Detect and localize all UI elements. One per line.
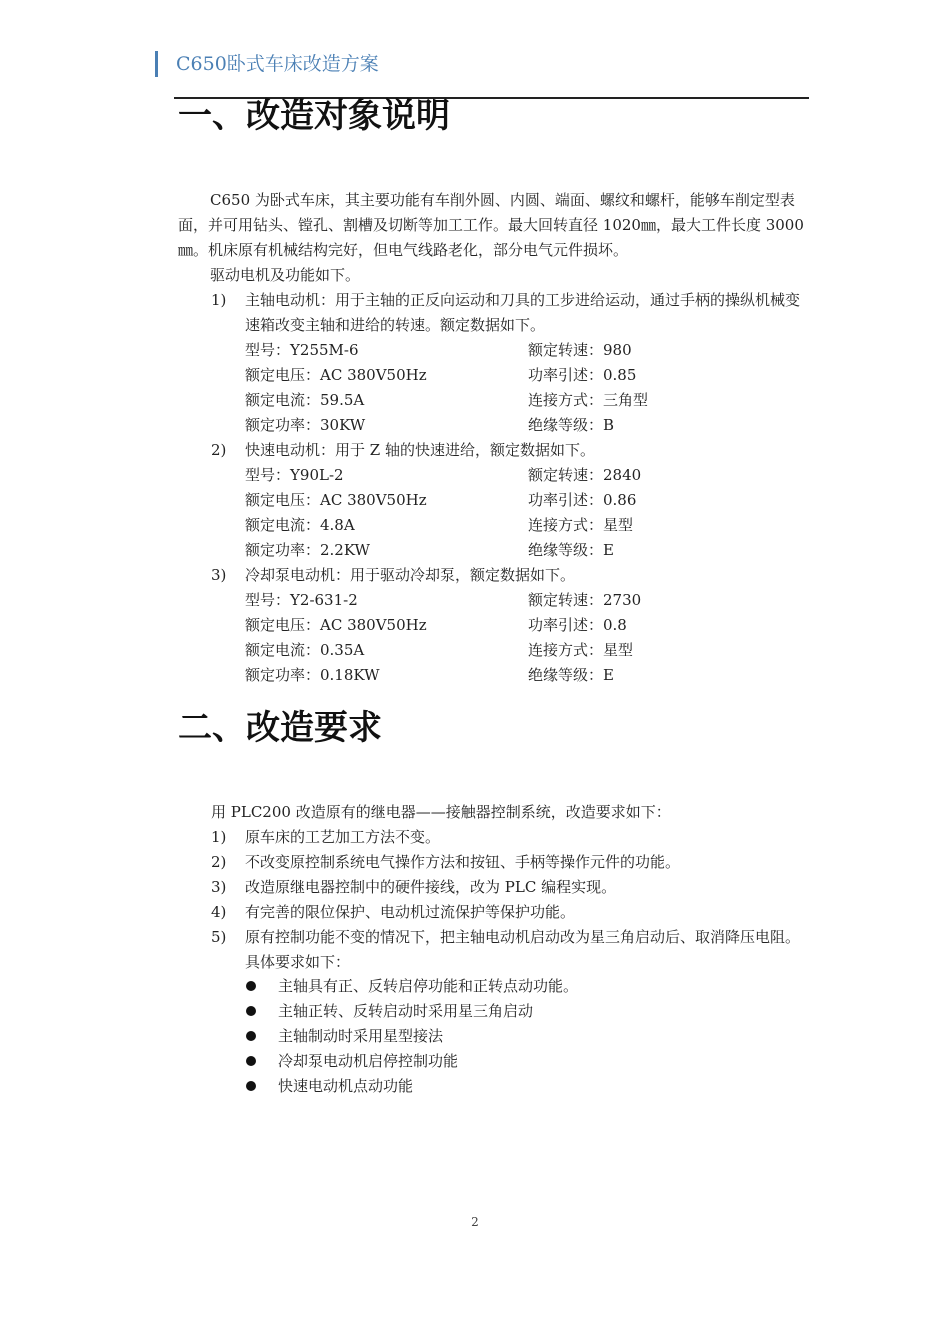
requirement-text: 有完善的限位保护、电动机过流保护等保护功能。 — [245, 903, 576, 921]
spec-power: 额定功率：30KW — [245, 416, 366, 434]
spec-speed: 额定转速：2730 — [528, 591, 642, 609]
requirement-text: 原有控制功能不变的情况下，把主轴电动机启动改为星三角启动后、取消降压电阻。具体要求如下： — [245, 928, 801, 971]
bullet-dot-icon — [246, 1056, 256, 1066]
requirement-number: 4) — [211, 903, 227, 921]
spec-power: 额定功率：2.2KW — [245, 541, 370, 559]
requirement-number: 2) — [211, 853, 227, 871]
motor-number: 2) — [211, 441, 227, 459]
spec-speed: 额定转速：2840 — [528, 466, 642, 484]
bullet-dot-icon — [246, 1006, 256, 1016]
spec-power-factor: 功率引述：0.86 — [528, 491, 637, 509]
requirement-text: 原车床的工艺加工方法不变。 — [245, 828, 441, 846]
spec-current: 额定电流：4.8A — [245, 516, 355, 534]
spec-insulation: 绝缘等级：E — [528, 666, 614, 684]
spec-connection: 连接方式：星型 — [528, 516, 634, 534]
section2-heading: 二、改造要求 — [178, 708, 382, 748]
section2-intro-paragraph: 用 PLC200 改造原有的继电器——接触器控制系统，改造要求如下： — [211, 803, 671, 821]
requirement-number: 3) — [211, 878, 227, 896]
spec-model: 型号：Y2-631-2 — [245, 591, 358, 609]
spec-voltage: 额定电压：AC 380V50Hz — [245, 366, 427, 384]
spec-model: 型号：Y90L-2 — [245, 466, 344, 484]
spec-power-factor: 功率引述：0.85 — [528, 366, 637, 384]
spec-voltage: 额定电压：AC 380V50Hz — [245, 491, 427, 509]
spec-current: 额定电流：0.35A — [245, 641, 365, 659]
bullet-text: 快速电动机点动功能 — [278, 1077, 414, 1095]
spec-insulation: 绝缘等级：B — [528, 416, 615, 434]
bullet-text: 主轴正转、反转启动时采用星三角启动 — [278, 1002, 534, 1020]
header-title: C650卧式车床改造方案 — [176, 53, 379, 75]
spec-power: 额定功率：0.18KW — [245, 666, 380, 684]
bullet-text: 冷却泵电动机启停控制功能 — [278, 1052, 459, 1070]
motor-description: 主轴电动机：用于主轴的正反向运动和刀具的工步进给运动，通过手柄的操纵机械变速箱改变主轴和进给的转速。额定数据如下。 — [245, 291, 801, 334]
spec-insulation: 绝缘等级：E — [528, 541, 614, 559]
bullet-dot-icon — [246, 1031, 256, 1041]
spec-connection: 连接方式：三角型 — [528, 391, 649, 409]
spec-model: 型号：Y255M-6 — [245, 341, 359, 359]
drive-intro-paragraph: 驱动电机及功能如下。 — [210, 266, 361, 284]
requirement-text: 不改变原控制系统电气操作方法和按钮、手柄等操作元件的功能。 — [245, 853, 681, 871]
motor-number: 1) — [211, 291, 227, 309]
spec-current: 额定电流：59.5A — [245, 391, 365, 409]
page-number: 2 — [471, 1215, 479, 1229]
spec-speed: 额定转速：980 — [528, 341, 632, 359]
running-header — [155, 51, 379, 77]
bullet-dot-icon — [246, 981, 256, 991]
requirement-text: 改造原继电器控制中的硬件接线，改为 PLC 编程实现。 — [245, 878, 617, 896]
spec-voltage: 额定电压：AC 380V50Hz — [245, 616, 427, 634]
requirement-number: 1) — [211, 828, 227, 846]
motor-number: 3) — [211, 566, 227, 584]
spec-connection: 连接方式：星型 — [528, 641, 634, 659]
section1-heading: 一、改造对象说明 — [178, 96, 450, 136]
section1-intro-paragraph: C650 为卧式车床，其主要功能有车削外圆、内圆、端面、螺纹和螺杆，能够车削定型表面，并可用钻头、镗孔、割槽及切断等加工工作。最大回转直径 1020㎜，最大工件长度 3000㎜。机床原有机械结构完好，但电气线路老化，部分电气元件损坏。 — [178, 191, 804, 259]
requirement-number: 5) — [211, 928, 227, 946]
motor-description: 冷却泵电动机：用于驱动冷却泵，额定数据如下。 — [245, 566, 576, 584]
spec-power-factor: 功率引述：0.8 — [528, 616, 627, 634]
motor-description: 快速电动机：用于 Z 轴的快速进给，额定数据如下。 — [245, 441, 595, 459]
bullet-text: 主轴具有正、反转启停功能和正转点动功能。 — [278, 977, 579, 995]
bullet-text: 主轴制动时采用星型接法 — [278, 1027, 444, 1045]
bullet-dot-icon — [246, 1081, 256, 1091]
